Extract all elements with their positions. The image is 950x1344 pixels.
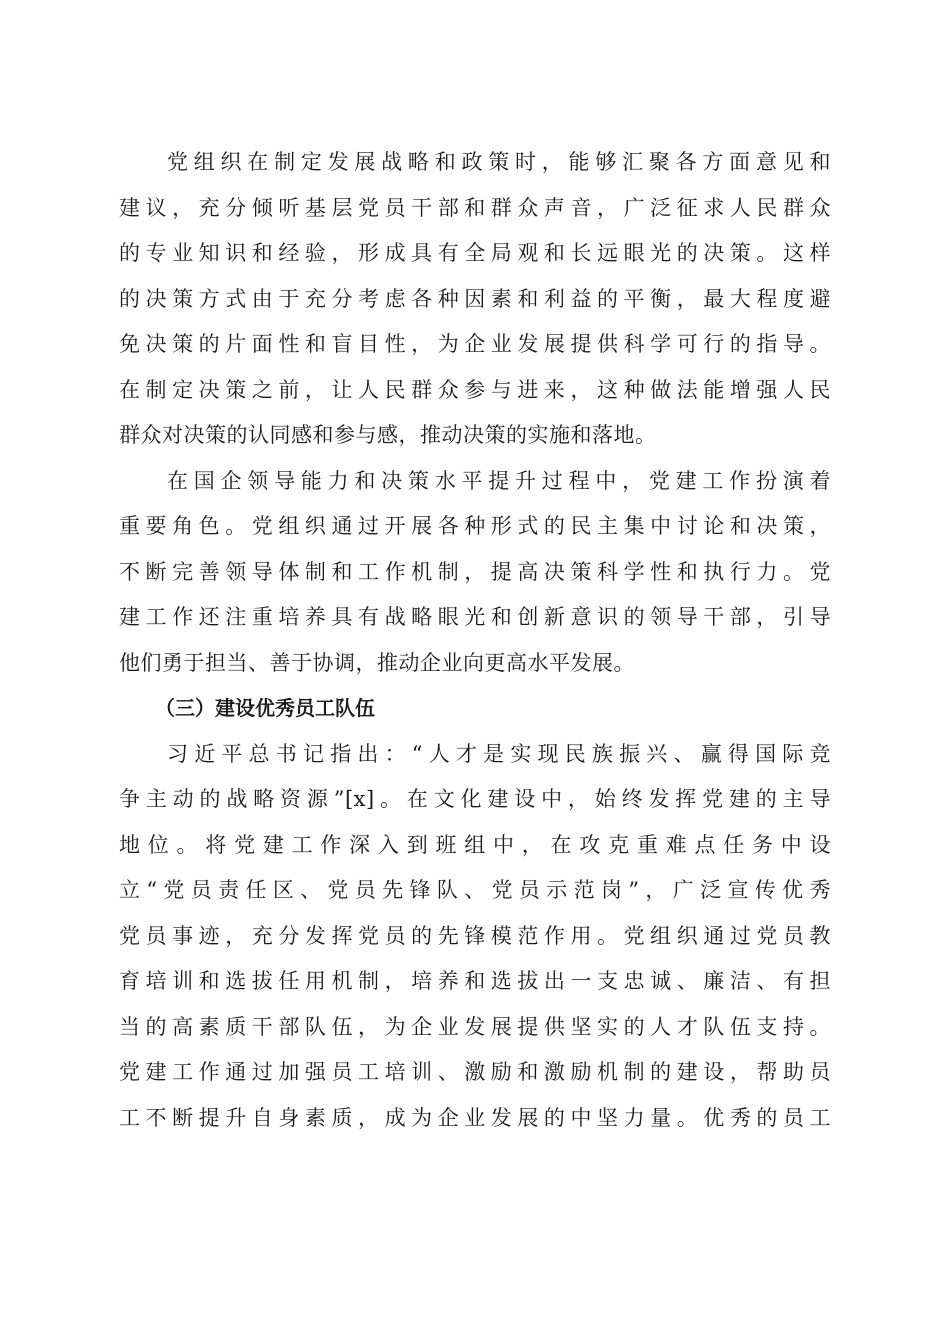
paragraph-leadership: [119, 459, 831, 687]
text-line: 当的高素质干部队伍，为企业发展提供坚实的人才队伍支持。: [119, 1014, 831, 1039]
text-line: 群众对决策的认同感和参与感，推动决策的实施和落地。: [119, 423, 657, 447]
text-line: 工不断提升自身素质，成为企业发展的中坚力量。优秀的员工: [119, 1105, 831, 1130]
text-line: 免决策的片面性和盲目性，为企业发展提供科学可行的指导。: [119, 332, 831, 356]
text-line: 的专业知识和经验，形成具有全局观和长远眼光的决策。这样: [119, 241, 831, 265]
text-line: 立“党员责任区、党员先锋队、党员示范岗”，广泛宣传优秀: [119, 878, 831, 902]
text-line: 在国企领导能力和决策水平提升过程中，党建工作扮演着: [167, 468, 831, 493]
paragraph-decision-making: [119, 140, 831, 459]
text-line: 在制定决策之前，让人民群众参与进来，这种做法能增强人民: [119, 377, 831, 402]
text-line: 党员事迹，充分发挥党员的先锋模范作用。党组织通过党员教: [119, 923, 831, 948]
paragraph-talent-team: [119, 732, 831, 1142]
text-line: 习近平总书记指出：“人才是实现民族振兴、赢得国际竞: [167, 741, 831, 766]
text-line: 争主动的战略资源”[x]。在文化建设中，始终发挥党建的主导: [119, 787, 831, 811]
text-line: 建议，充分倾听基层党员干部和群众声音，广泛征求人民群众: [119, 195, 831, 220]
text-line: 党建工作通过加强员工培训、激励和激励机制的建设，帮助员: [119, 1060, 831, 1084]
section-heading: （三）建设优秀员工队伍: [155, 696, 375, 720]
text-line: 党组织在制定发展战略和政策时，能够汇聚各方面意见和: [167, 150, 831, 174]
text-line: 建工作还注重培养具有战略眼光和创新意识的领导干部，引导: [119, 605, 831, 629]
text-line: 的决策方式由于充分考虑各种因素和利益的平衡，最大程度避: [119, 286, 831, 311]
document-body: [119, 140, 831, 1141]
text-line: 重要角色。党组织通过开展各种形式的民主集中讨论和决策，: [119, 514, 831, 538]
text-line: 不断完善领导体制和工作机制，提高决策科学性和执行力。党: [119, 559, 831, 584]
text-line: 地位。将党建工作深入到班组中，在攻克重难点任务中设: [119, 832, 831, 857]
text-line: 他们勇于担当、善于协调，推动企业向更高水平发展。: [119, 650, 635, 675]
text-line: 育培训和选拔任用机制，培养和选拔出一支忠诚、廉洁、有担: [119, 969, 831, 993]
